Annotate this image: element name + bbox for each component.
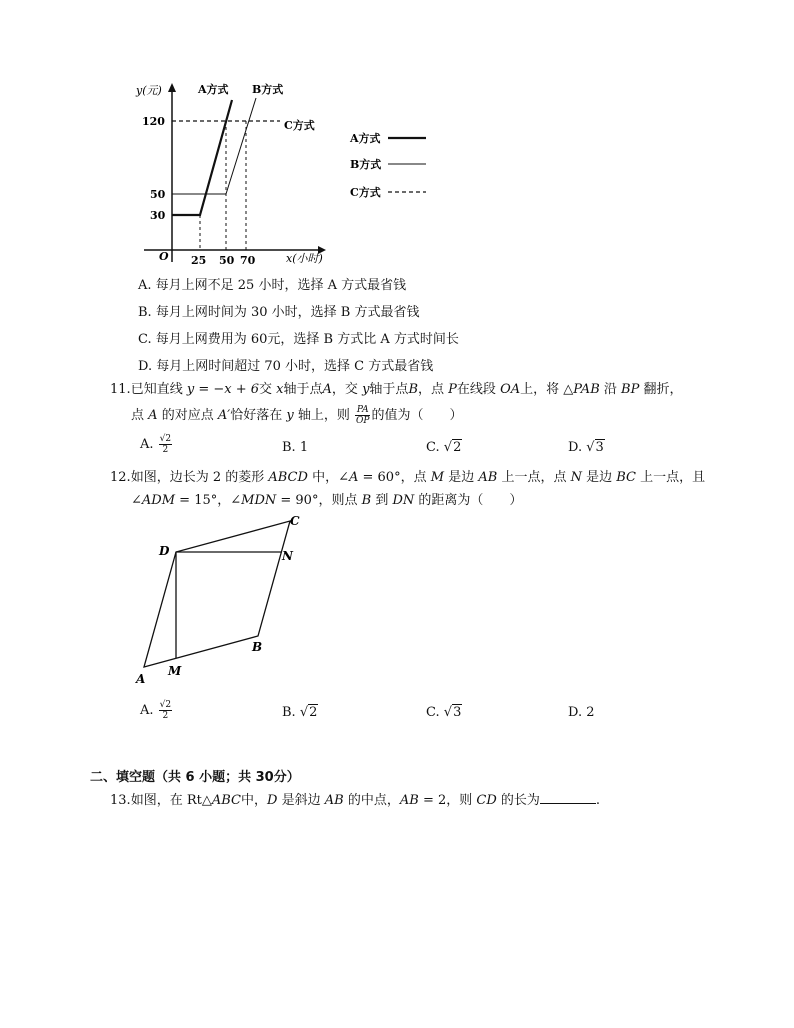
- b-line: [172, 98, 256, 194]
- y-axis-label: y(元): [136, 84, 162, 97]
- option-letter: C.: [426, 705, 440, 720]
- q11-text: 在线段: [456, 382, 496, 397]
- option-letter: D.: [568, 440, 583, 455]
- q11-point-a: A: [322, 382, 332, 397]
- q12-text: 中，∠: [312, 470, 349, 485]
- q12-text: = 60°，点: [362, 470, 427, 485]
- q12-angle-a: A: [348, 470, 359, 485]
- q12-line2: [131, 492, 522, 510]
- q11-option-c: [426, 440, 462, 455]
- q11-text: 翻折，: [643, 382, 683, 397]
- q11-point-a: A: [148, 408, 158, 423]
- label-d: D: [159, 544, 170, 558]
- a-line-label: A方式: [198, 83, 229, 96]
- c-line-label: C方式: [284, 119, 315, 132]
- q12-line1: [110, 469, 705, 487]
- q13-text: 的中点，: [347, 793, 400, 808]
- radicand: 3: [595, 440, 604, 455]
- q11-number: 11.: [110, 382, 131, 397]
- q13-text: 的长为: [500, 793, 540, 808]
- q10-option-b: B. 每月上网时间为 30 小时，选择 B 方式最省钱: [138, 305, 420, 320]
- label-a: A: [136, 672, 146, 686]
- q12-point-b: B: [361, 493, 372, 508]
- q12-text: 到: [375, 493, 389, 508]
- b-line-label: B方式: [252, 83, 284, 96]
- q11-text: 轴上，则: [297, 408, 350, 423]
- fraction: [159, 700, 172, 721]
- q11-text: 上，将 △: [520, 382, 574, 397]
- q10-option-a: A. 每月上网不足 25 小时，选择 A 方式最省钱: [138, 278, 407, 293]
- q11-text: 已知直线: [130, 382, 183, 397]
- q13-text: 如图，在 Rt△: [130, 793, 212, 808]
- label-b: B: [252, 640, 263, 654]
- q11-text: ，交: [331, 382, 358, 397]
- q12-text: = 15°，∠: [179, 493, 242, 508]
- q11-var-y: y: [286, 408, 294, 423]
- fraction-denominator: 2: [162, 711, 169, 721]
- q12-option-a: [140, 700, 173, 721]
- q11-point-p: P: [448, 382, 457, 397]
- origin-label: O: [159, 250, 169, 263]
- y-axis-arrow: [168, 83, 176, 92]
- q13-text: .: [595, 793, 601, 808]
- fraction-numerator: √2: [159, 434, 172, 444]
- q11-text: 交: [259, 382, 273, 397]
- q11-point-b: B: [408, 382, 418, 397]
- q12-text: 的距离为（ ）: [418, 493, 523, 508]
- q12-side-ab: AB: [478, 470, 498, 485]
- q12-point-n: N: [570, 470, 582, 485]
- q12-text: ∠: [131, 493, 142, 508]
- q11-segment-oa: OA: [500, 382, 521, 397]
- legend-b-label: B方式: [350, 158, 382, 171]
- q12-option-c: [426, 705, 462, 720]
- x-tick-70: 70: [240, 254, 256, 267]
- q13-text: = 2，则: [422, 793, 473, 808]
- answer-blank[interactable]: [540, 791, 596, 804]
- section-title: 二、填空题（共 6 小题；共 30分）: [90, 770, 300, 785]
- q12-rhombus-abcd: ABCD: [268, 470, 308, 485]
- q11-text: 轴于点: [369, 382, 409, 397]
- q13-side-ab: AB: [324, 793, 344, 808]
- q12-angle-adm: ADM: [141, 493, 176, 508]
- q11-triangle-pab: PAB: [573, 382, 600, 397]
- q12-rhombus-figure: [130, 510, 310, 690]
- q11-point-a-prime: A′: [217, 408, 231, 423]
- q13-text: 中，: [240, 793, 267, 808]
- q10-graph: [128, 76, 428, 268]
- q12-text: 上一点，点: [501, 470, 567, 485]
- a-line: [172, 100, 232, 215]
- q11-line-bp: BP: [621, 382, 640, 397]
- q13-segment-cd: CD: [476, 793, 497, 808]
- q11-option-a: [140, 434, 173, 455]
- x-tick-25: 25: [191, 254, 207, 267]
- q13-number: 13.: [110, 793, 131, 808]
- legend-a-label: A方式: [350, 132, 381, 145]
- q11-line2: [131, 405, 462, 426]
- q10-option-c: C. 每月上网费用为 60元，选择 B 方式比 A 方式时间长: [138, 332, 459, 347]
- option-letter: C.: [426, 440, 440, 455]
- q11-text: 的对应点: [161, 408, 214, 423]
- y-tick-30: 30: [150, 209, 166, 222]
- q12-text: 如图，边长为 2 的菱形: [130, 470, 265, 485]
- q11-text: 沿: [603, 382, 617, 397]
- radicand: 2: [309, 705, 318, 720]
- q11-text: 恰好落在: [230, 408, 283, 423]
- q12-text: = 90°，则点: [280, 493, 358, 508]
- radicand: 3: [453, 705, 462, 720]
- q12-line-dn: DN: [392, 493, 415, 508]
- q13-point-d: D: [267, 793, 278, 808]
- q11-fraction: [355, 405, 370, 426]
- label-c: C: [290, 514, 300, 528]
- q10-option-d: D. 每月上网时间超过 70 小时，选择 C 方式最省钱: [138, 359, 434, 374]
- q13-line1: [110, 791, 600, 810]
- q12-side-bc: BC: [616, 470, 637, 485]
- q12-angle-mdn: MDN: [241, 493, 277, 508]
- q13-triangle-abc: ABC: [211, 793, 241, 808]
- sqrt-symbol: √3: [443, 705, 462, 720]
- label-m: M: [168, 664, 182, 678]
- q12-text: 上一点，且: [640, 470, 706, 485]
- y-tick-50: 50: [150, 188, 166, 201]
- q12-option-b: [282, 705, 318, 720]
- q11-option-b: B. 1: [282, 440, 309, 455]
- q11-equation: y = −x + 6: [186, 382, 259, 397]
- q11-text: 点: [131, 408, 145, 423]
- q12-point-m: M: [430, 470, 445, 485]
- sqrt-symbol: √2: [443, 440, 462, 455]
- radicand: 2: [453, 440, 462, 455]
- q13-side-ab: AB: [399, 793, 419, 808]
- q12-text: 是边: [448, 470, 475, 485]
- option-letter: A.: [140, 437, 154, 452]
- fraction-denominator: 2: [162, 445, 169, 455]
- q11-line1: [110, 381, 683, 399]
- q11-fraction-numerator: PA: [356, 405, 369, 415]
- q11-text: ，点: [418, 382, 445, 397]
- sqrt-symbol: √2: [299, 705, 318, 720]
- x-axis-label: x(小时): [286, 252, 323, 265]
- q11-text: 的值为（ ）: [371, 408, 463, 423]
- legend-c-label: C方式: [350, 186, 381, 199]
- option-letter: B.: [282, 705, 296, 720]
- fraction-numerator: √2: [159, 700, 172, 710]
- y-tick-120: 120: [142, 115, 165, 128]
- sqrt-symbol: √3: [586, 440, 604, 455]
- q12-option-d: D. 2: [568, 705, 595, 720]
- q11-fraction-denominator: OP: [356, 416, 370, 426]
- q12-number: 12.: [110, 470, 131, 485]
- q13-text: 是斜边: [281, 793, 321, 808]
- label-n: N: [282, 549, 293, 563]
- q11-option-d: [568, 440, 605, 455]
- q11-text: 轴于点: [283, 382, 323, 397]
- option-letter: A.: [140, 703, 154, 718]
- q11-var-x: x: [276, 382, 284, 397]
- fraction: [159, 434, 172, 455]
- rhombus-abcd: [144, 521, 290, 667]
- x-tick-50: 50: [219, 254, 235, 267]
- q12-text: 是边: [586, 470, 613, 485]
- q11-var-y: y: [362, 382, 370, 397]
